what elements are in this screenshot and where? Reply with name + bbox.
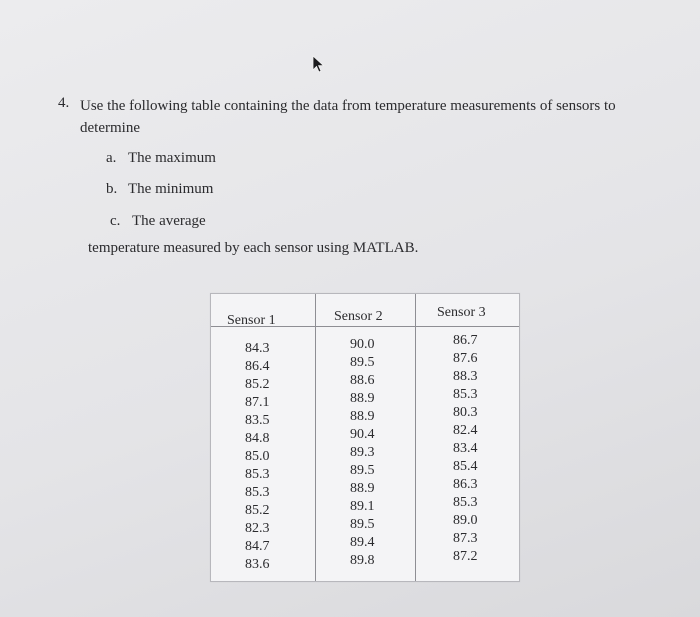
table-cell: 85.3 [453,387,478,402]
mouse-pointer-icon [311,55,325,73]
table-cell: 80.3 [453,405,478,420]
sub-item-b [106,181,213,198]
table-cell: 87.6 [453,351,478,366]
table-cell: 87.2 [453,549,478,564]
table-cell: 90.0 [350,337,375,352]
table-cell: 85.3 [453,495,478,510]
table-cell: 89.3 [350,445,375,460]
table-cell: 86.7 [453,333,478,348]
table-cell: 85.0 [245,449,270,464]
table-cell: 86.3 [453,477,478,492]
table-cell: 84.8 [245,431,270,446]
sensor-2-values [350,336,375,570]
table-cell: 84.3 [245,341,270,356]
table-cell: 84.7 [245,539,270,554]
sub-item-label: b. [106,181,118,197]
table-cell: 88.9 [350,409,375,424]
table-cell: 82.4 [453,423,478,438]
table-cell: 85.3 [245,485,270,500]
sensor-table [210,293,520,582]
sub-item-c [110,213,206,230]
table-cell: 89.4 [350,535,375,550]
table-cell: 88.9 [350,481,375,496]
table-cell: 86.4 [245,359,270,374]
sub-item-text: The average [132,213,206,229]
table-cell: 89.5 [350,355,375,370]
table-cell: 88.3 [453,369,478,384]
sub-item-text: The maximum [128,150,216,166]
sub-item-label: c. [110,213,121,229]
table-cell: 88.6 [350,373,375,388]
sub-item-a [106,150,216,167]
table-cell: 82.3 [245,521,270,536]
header-sensor-3: Sensor 3 [437,305,486,320]
table-cell: 89.5 [350,463,375,478]
question-number: 4. [58,95,70,111]
table-cell: 83.4 [453,441,478,456]
table-cell: 90.4 [350,427,375,442]
table-cell: 87.1 [245,395,270,410]
table-cell: 83.5 [245,413,270,428]
table-cell: 85.2 [245,503,270,518]
table-cell: 88.9 [350,391,375,406]
table-cell: 89.8 [350,553,375,568]
sensor-3-values [453,332,478,566]
column-divider [415,294,416,581]
sub-item-text: The minimum [128,181,214,197]
header-sensor-2: Sensor 2 [334,309,383,324]
table-cell: 87.3 [453,531,478,546]
table-cell: 85.4 [453,459,478,474]
table-cell: 83.6 [245,557,270,572]
question-closing: temperature measured by each sensor using MATLAB. [88,240,419,256]
column-divider [315,294,316,581]
table-cell: 85.2 [245,377,270,392]
table-cell: 89.1 [350,499,375,514]
sensor-1-values [245,340,270,574]
question-text: Use the following table containing the data from temperature measurements of sensors to determine [80,98,616,136]
table-cell: 89.5 [350,517,375,532]
header-sensor-1: Sensor 1 [227,313,276,328]
table-cell: 85.3 [245,467,270,482]
table-cell: 89.0 [453,513,478,528]
sub-item-label: a. [106,150,117,166]
